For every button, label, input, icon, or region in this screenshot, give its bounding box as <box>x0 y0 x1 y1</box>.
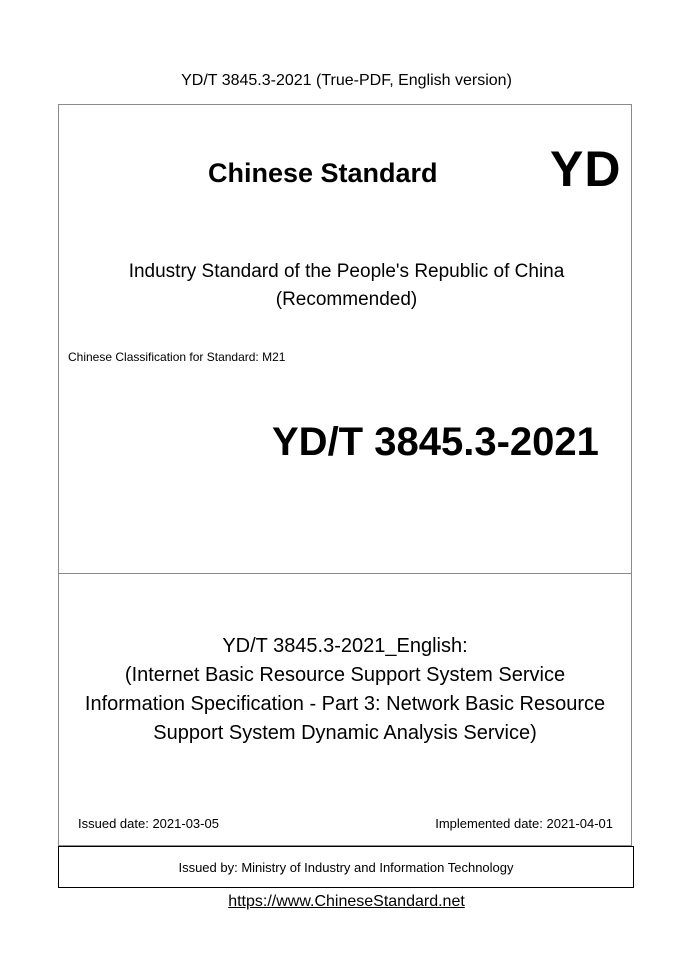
standard-number: YD/T 3845.3-2021 <box>272 420 599 464</box>
issuer-text: Issued by: Ministry of Industry and Information Technology <box>178 859 514 875</box>
implemented-date: Implemented date: 2021-04-01 <box>435 816 613 831</box>
document-header-line: YD/T 3845.3-2021 (True-PDF, English version) <box>181 72 512 89</box>
issued-date: Issued date: 2021-03-05 <box>78 816 219 831</box>
industry-standard-heading <box>0 258 693 314</box>
standard-code-logo: YD <box>550 141 622 197</box>
issuer-box <box>58 846 634 888</box>
website-link[interactable]: https://www.ChineseStandard.net <box>228 893 465 910</box>
industry-line-1: Industry Standard of the People's Republic of China <box>128 261 565 282</box>
document-title <box>58 632 632 748</box>
title-line-2: (Internet Basic Resource Support System Service <box>124 664 566 686</box>
industry-line-2: (Recommended) <box>275 289 418 310</box>
title-line-4: Support System Dynamic Analysis Service) <box>153 722 537 744</box>
title-line-1: YD/T 3845.3-2021_English: <box>222 635 468 657</box>
classification-text: Chinese Classification for Standard: M21 <box>68 350 286 364</box>
title-line-3: Information Specification - Part 3: Network Basic Resource <box>84 693 606 715</box>
brand-title: Chinese Standard <box>208 158 438 188</box>
